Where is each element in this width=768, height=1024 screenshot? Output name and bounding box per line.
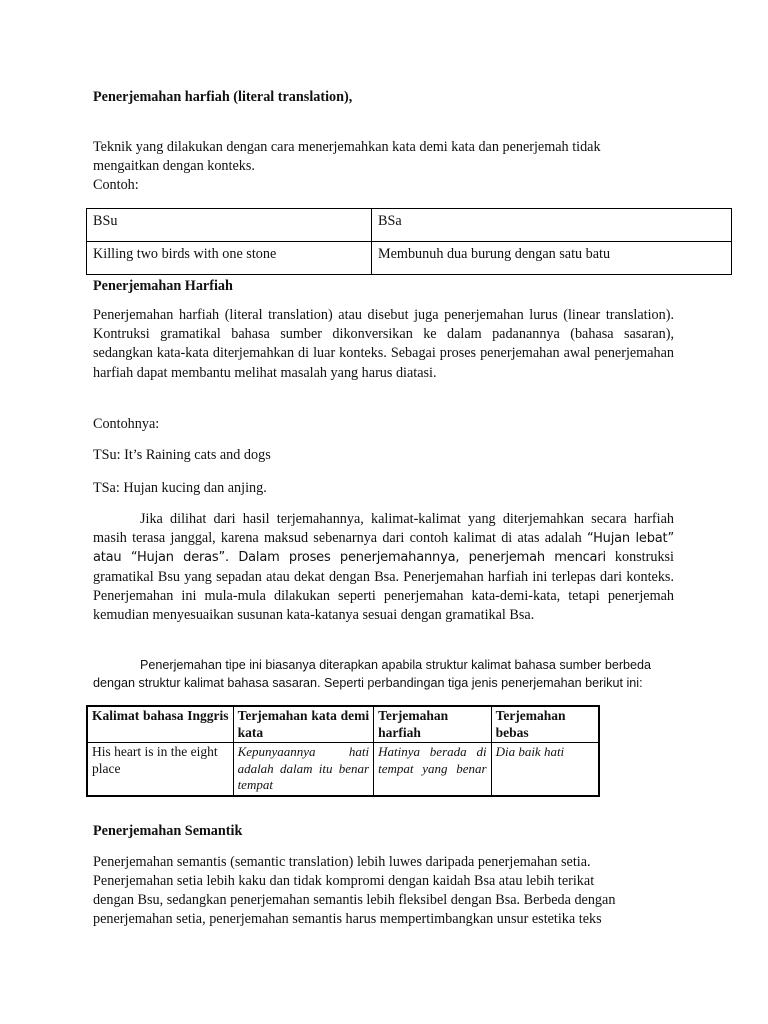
table-cell: Kepunyaannya hati adalah dalam itu benar tempat (233, 743, 374, 796)
paragraph-analysis (93, 510, 674, 625)
tsu-example (93, 446, 271, 465)
semantik-line-2: Penerjemahan setia lebih kaku dan tidak kompromi dengan kaidah Bsa atau lebih terikat (93, 873, 595, 889)
paragraph-comparison: Penerjemahan tipe ini biasanya diterapkan apabila struktur kalimat bahasa sumber berbeda dengan struktur kalimat bahasa sasaran. Seperti perbandingan tiga jenis penerjemahan berikut ini: (93, 658, 652, 690)
paragraph-analysis-part3: konstruksi gramatikal Bsu yang sepadan atau dekat dengan Bsa. Penerjemahan harfiah ini terlepas dari konteks. Penerjemahan ini mula-mula dilakukan seperti penerjemahan kata-demi-kata, tetapi penerjemah kemudian menyesuaikan susunan kata-katanya sesuai dengan gramatikal Bsa. (93, 549, 674, 624)
semantik-line-1: Penerjemahan semantis (semantic translation) lebih luwes daripada penerjemahan setia. (93, 854, 591, 870)
table-cell: Killing two birds with one stone (87, 242, 372, 275)
semantik-line-4: penerjemahan setia, penerjemahan semantis harus mempertimbangkan unsur estetika teks (93, 911, 602, 927)
table-cell: BSa (372, 209, 732, 242)
tsu-text: TSu: It’s Raining cats and dogs (93, 447, 271, 463)
contoh-label: Contoh: (93, 177, 139, 193)
paragraph-analysis-part2: “Hujan lebat” atau “Hujan deras”. Dalam proses penerjemahannya, penerjemah mencari (93, 531, 674, 566)
table-header-cell: Terjemahan kata demi kata (233, 706, 374, 743)
example-table (86, 208, 732, 275)
table-cell: BSu (87, 209, 372, 242)
table-cell: Membunuh dua burung dengan satu batu (372, 242, 732, 275)
table-header-cell: Terjemahan harfiah (374, 706, 491, 743)
contohnya-label: Contohnya: (93, 416, 160, 432)
tsa-example: TSa: Hujan kucing dan anjing. (93, 480, 267, 496)
table-row (87, 743, 599, 796)
table-header-cell: Kalimat bahasa Inggris (87, 706, 233, 743)
heading-semantik: Penerjemahan Semantik (93, 823, 243, 839)
table-header-row (87, 706, 599, 743)
heading-harfiah: Penerjemahan Harfiah (93, 278, 233, 294)
paragraph-harfiah: Penerjemahan harfiah (literal translation) atau disebut juga penerjemahan lurus (linear translation). Kontruksi gramatikal bahasa sumber dikonversikan ke dalam padanannya (bahasa sasaran), sedangkan kata-kata diterjemahkan di luar konteks. Sebagai proses penerjemahan awal penerjemahan harfiah dapat membantu melihat masalah yang harus diatasi. (93, 307, 674, 381)
semantik-line-3: dengan Bsu, sedangkan penerjemahan semantis lebih fleksibel dengan Bsa. Berbeda dengan (93, 892, 616, 908)
intro-line-2: mengaitkan dengan konteks. (93, 158, 255, 174)
comparison-table (86, 705, 600, 797)
table-cell: Hatinya berada di tempat yang benar (374, 743, 491, 796)
table-cell: Dia baik hati (491, 743, 599, 796)
table-cell: His heart is in the eight place (87, 743, 233, 796)
paragraph-analysis-part1: Jika dilihat dari hasil terjemahannya, kalimat-kalimat yang diterjemahkan secara harfiah masih terasa janggal, karena maksud sebenarnya dari contoh kalimat di atas adalah (93, 511, 674, 547)
heading-literal-translation: Penerjemahan harfiah (literal translation), (93, 89, 353, 105)
table-header-cell: Terjemahan bebas (491, 706, 599, 743)
table-row (87, 242, 732, 275)
intro-line-1: Teknik yang dilakukan dengan cara menerjemahkan kata demi kata dan penerjemah tidak (93, 139, 601, 155)
table-row (87, 209, 732, 242)
